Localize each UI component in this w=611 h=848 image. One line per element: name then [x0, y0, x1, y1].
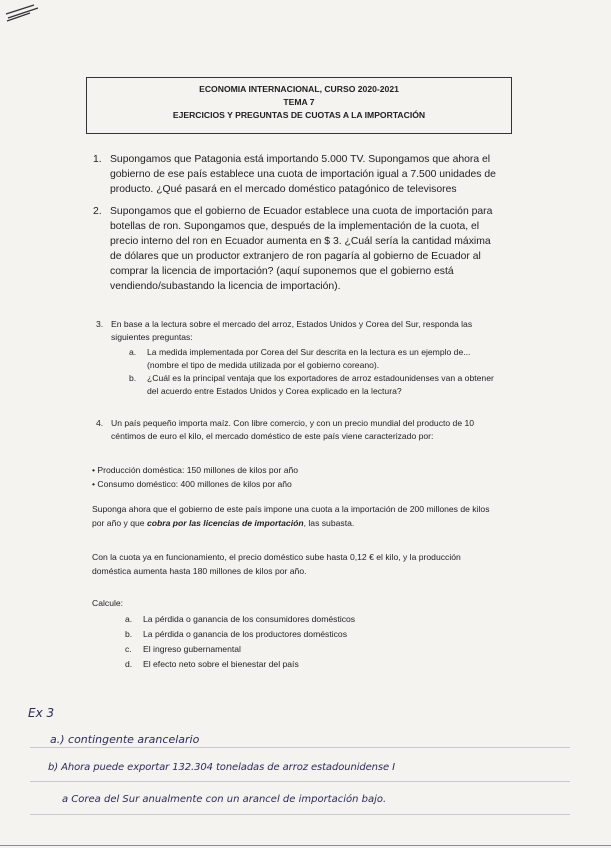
question-2: [93, 204, 498, 294]
calc-text: La pérdida o ganancia de los consumidores domésticos: [143, 614, 356, 624]
calc-text: La pérdida o ganancia de los productores domésticos: [143, 629, 347, 639]
question-3-sub-b: [129, 372, 497, 398]
license-emphasis: cobra por las licencias de importación: [146, 518, 304, 528]
bullet-production: • Producción doméstica: 150 millones de kilos por año: [92, 465, 299, 475]
calc-letter: a.: [125, 614, 133, 624]
calc-item-c: [125, 642, 355, 657]
sub-letter: a.: [129, 347, 137, 357]
handwritten-answer-b-cont: a Corea del Sur anualmente con un arancel de importación bajo.: [62, 794, 387, 805]
document-header: [86, 77, 512, 134]
handwritten-answer-a: a.) contingente arancelario: [50, 733, 200, 746]
calc-item-d: [125, 657, 355, 672]
topic-title: EJERCICIOS Y PREGUNTAS DE CUOTAS A LA IMPORTACIÓN: [172, 110, 426, 120]
calc-list: [125, 612, 355, 672]
sub-text: La medida implementada por Corea del Sur descrita en la lectura es un ejemplo de... (nombre el tipo de medida utilizada por el gobierno coreano).: [147, 347, 471, 370]
question-number: 4.: [96, 418, 104, 428]
question-1: [93, 152, 498, 197]
question-text: Supongamos que Patagonia está importando 5.000 TV. Supongamos que ahora el gobierno de ese país establece una cuota de importación igual a 7.500 unidades de producto. ¿Qué pasará en el mercado doméstico patagónico de televisores: [110, 154, 496, 195]
question-text: En base a la lectura sobre el mercado del arroz, Estados Unidos y Corea del Sur, responda las siguientes preguntas:: [111, 319, 473, 342]
calc-letter: b.: [125, 629, 133, 639]
price-paragraph: Con la cuota ya en funcionamiento, el precio doméstico sube hasta 0,12 € el kilo, y la producción doméstica aumenta hasta 180 millones de kilos por año.: [92, 552, 461, 576]
topic-number: TEMA 7: [283, 97, 315, 107]
calc-item-b: [125, 627, 355, 642]
quota-text-end: , las subasta.: [303, 518, 355, 528]
question-3: [96, 318, 497, 398]
notebook-rule: [30, 814, 570, 815]
question-number: 1.: [93, 154, 102, 165]
calc-text: El efecto neto sobre el bienestar del país: [143, 659, 299, 669]
sub-letter: b.: [129, 373, 137, 383]
handwritten-answer-b: b) Ahora puede exportar 132.304 toneladas de arroz estadounidense I: [48, 762, 396, 773]
calc-item-a: [125, 612, 355, 627]
pen-scribble-mark: [4, 2, 44, 24]
notebook-rule: [0, 845, 611, 846]
question-text: Un país pequeño importa maíz. Con libre comercio, y con un precio mundial del producto de 10 céntimos de euro el kilo, el mercado doméstico de este país viene caracterizado por:: [111, 418, 475, 441]
question-3-sub-a: [129, 346, 497, 372]
sub-text: ¿Cuál es la principal ventaja que los exportadores de arroz estadounidenses van a obtener del acuerdo entre Estados Unidos y Corea explicado en la lectura?: [147, 373, 494, 396]
question-number: 3.: [96, 319, 104, 329]
handwritten-heading: Ex 3: [28, 706, 55, 720]
calcule-label: Calcule:: [92, 598, 124, 608]
market-bullets: [92, 463, 298, 491]
question-text: Supongamos que el gobierno de Ecuador establece una cuota de importación para botellas de ron. Supongamos que, después de la implementación de la cuota, el precio interno del ron en Ecuador aumenta en $ 3. ¿Cuál sería la cantidad máxima de dólares que un productor extranjero de ron pagaría al gobierno de Ecuador al comprar la licencia de importación? (aquí suponemos que el gobierno está vendiendo/subastando la licencia de importación).: [110, 206, 493, 292]
notebook-rule: [30, 747, 570, 748]
question-number: 2.: [93, 206, 102, 217]
quota-paragraph: [92, 502, 494, 530]
bullet-consumption: • Consumo doméstico: 400 millones de kilos por año: [92, 479, 292, 489]
calc-letter: c.: [125, 644, 132, 654]
calc-text: El ingreso gubernamental: [143, 644, 241, 654]
calc-letter: d.: [125, 659, 133, 669]
notebook-rule: [30, 781, 570, 782]
quota-text: Suponga ahora que el gobierno de este país impone una cuota a la importación de 200 millones de kilos por año y que: [92, 504, 490, 528]
course-title: ECONOMIA INTERNACIONAL, CURSO 2020-2021: [199, 84, 399, 94]
question-4: [96, 417, 497, 443]
